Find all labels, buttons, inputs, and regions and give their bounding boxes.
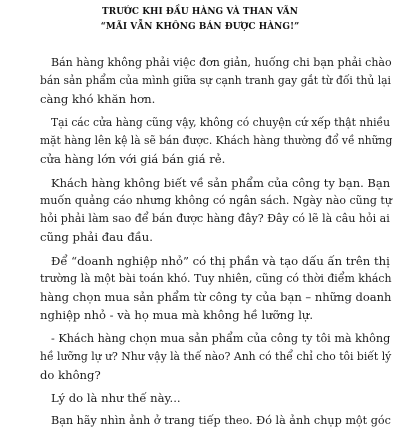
body-line: Lý do là như thế này... <box>51 391 181 405</box>
body-line: muốn quảng cáo nhưng không có ngân sách. Ngày nào cũng tự <box>40 194 392 207</box>
body-line: hàng chọn mua sản phẩm từ công ty của bạn – những doanh <box>40 290 392 304</box>
chapter-heading-line-2: “MÃI VẪN KHÔNG BÁN ĐƯỢC HÀNG!” <box>100 22 300 32</box>
body-line: hỏi phải làm sao để bán được hàng đây? Đây có lẽ là câu hỏi ai <box>40 212 390 225</box>
body-line: nghiệp nhỏ - và họ mua mà không hề lưỡng lự. <box>40 308 314 322</box>
chapter-heading-line-1: TRƯỚC KHI ĐẦU HÀNG VÀ THAN VÃN <box>102 7 298 17</box>
body-line: Tại các cửa hàng cũng vậy, không có chuyện cứ xếp thật nhiều <box>51 116 391 129</box>
body-line: Để “doanh nghiệp nhỏ” có thị phần và tạo dấu ấn trên thị <box>51 254 390 268</box>
body-line: hề lưỡng lự ư? Như vậy là thế nào? Anh có thể chỉ cho tôi biết lý <box>40 350 392 363</box>
body-line: bán sản phẩm của mình giữa sự cạnh tranh gay gắt từ đối thủ lại <box>40 74 391 87</box>
body-line: càng khó khăn hơn. <box>40 92 156 106</box>
body-line: Bán hàng không phải việc đơn giản, huống chi bạn phải chào <box>51 56 392 69</box>
body-line: mặt hàng lên kệ là sẽ bán được. Khách hàng thường đổ về những <box>40 134 393 147</box>
body-line: Bạn hãy nhìn ảnh ở trang tiếp theo. Đó là ảnh chụp một góc <box>51 414 391 427</box>
body-line: trường là một bài toán khó. Tuy nhiên, cũng có thời điểm khách <box>40 272 392 285</box>
body-line: Khách hàng không biết về sản phẩm của công ty bạn. Bạn <box>51 176 391 190</box>
body-line: cũng phải đau đầu. <box>40 230 153 244</box>
body-line: cửa hàng lớn với giá bán giá rẻ. <box>40 152 226 166</box>
body-line: - Khách hàng chọn mua sản phẩm của công ty tôi mà không <box>51 332 391 345</box>
body-line: do không? <box>40 368 101 382</box>
